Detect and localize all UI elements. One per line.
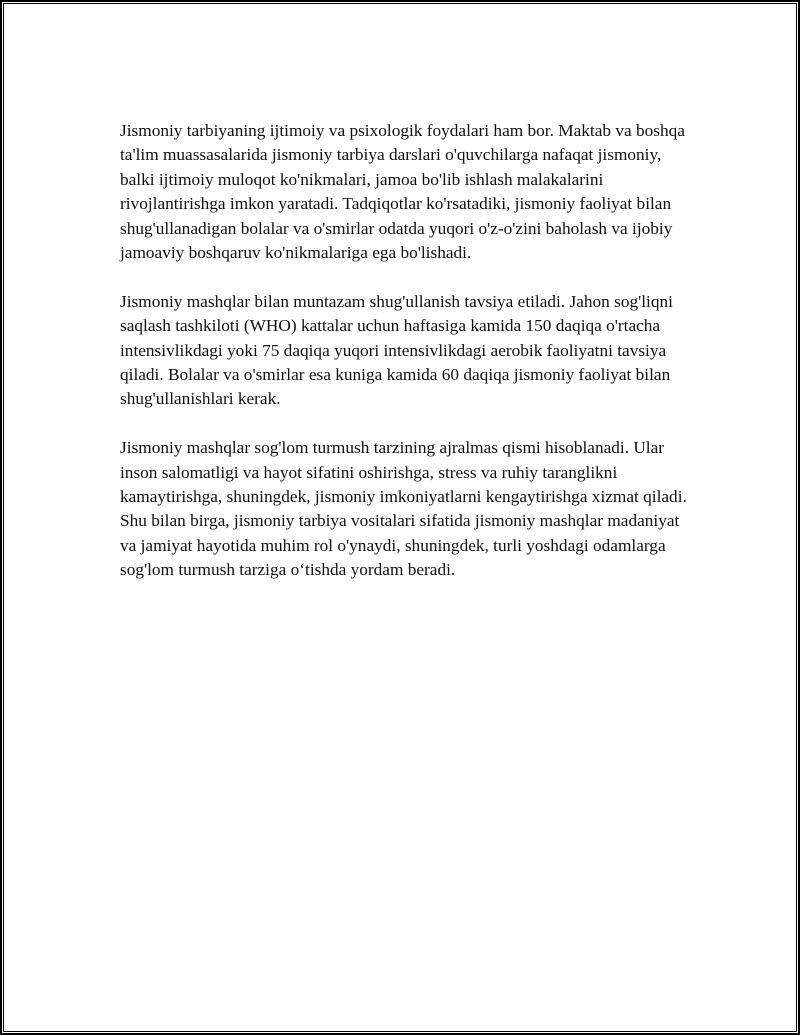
paragraph-social-benefits: Jismoniy tarbiyaning ijtimoiy va psixologik foydalari ham bor. Maktab va boshqa ta'lim muassasalarida jismoniy tarbiya darslari o'quvchilarga nafaqat jismoniy, balki ijtimoiy muloqot ko'nikmalari, jamoa bo'lib ishlash malakalarini rivojlantirishga imkon yaratadi. Tadqiqotlar ko'rsatadiki, jismoniy faoliyat bilan shug'ullanadigan bolalar va o'smirlar odatda yuqori o'z-o'zini baholash va ijobiy jamoaviy boshqaruv ko'nikmalariga ega bo'lishadi.	[120, 121, 685, 263]
paragraph-who-recommendations: Jismoniy mashqlar bilan muntazam shug'ullanish tavsiya etiladi. Jahon sog'liqni saqlash tashkiloti (WHO) kattalar uchun haftasiga kamida 150 daqiqa o'rtacha intensivlikdagi yoki 75 daqiqa yuqori intensivlikdagi aerobik faoliyatni tavsiya qiladi. Bolalar va o'smirlar esa kuniga kamida 60 daqiqa jismoniy faoliyat bilan shug'ullanishlari kerak.	[120, 291, 673, 409]
document-body	[120, 119, 690, 607]
paragraph-healthy-lifestyle: Jismoniy mashqlar sog'lom turmush tarzining ajralmas qismi hisoblanadi. Ular inson salomatligi va hayot sifatini oshirishga, stress va ruhiy taranglikni kamaytirishga, shuningdek, jismoniy imkoniyatlarni kengaytirishga xizmat qiladi. Shu bilan birga, jismoniy tarbiya vositalari sifatida jismoniy mashqlar madaniyat va jamiyat hayotida muhim rol o'ynaydi, shuningdek, turli yoshdagi odamlarga sog'lom turmush tarziga oʻtishda yordam beradi.	[120, 438, 687, 580]
